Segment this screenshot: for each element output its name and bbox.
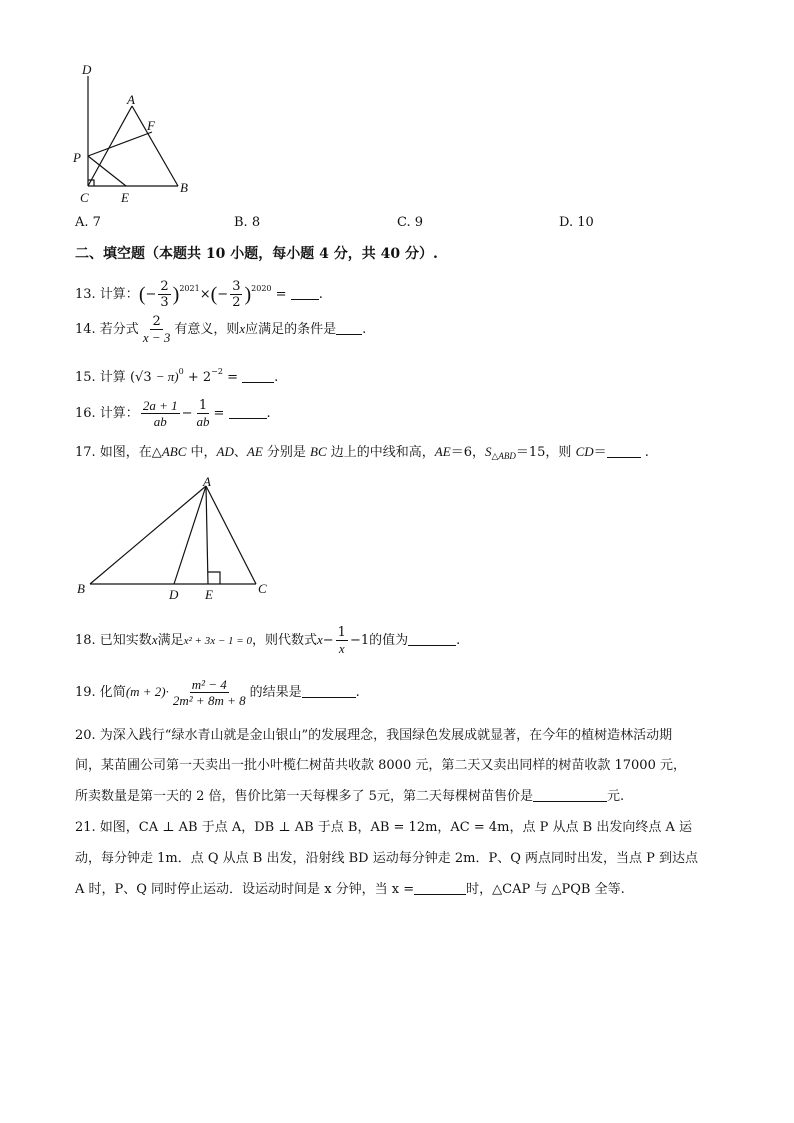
segment-ae	[206, 486, 208, 584]
choice-b: B. 8	[234, 215, 261, 230]
question-17: 17. 如图，在△ABC 中，AD、AE 分别是 BC 边上的中线和高，AE＝6，$S_{\triangle ABD}=15$，则 CD＝ .	[75, 444, 649, 461]
label-e: E	[205, 587, 213, 602]
label-d: D	[169, 587, 179, 602]
choice-d: D. 10	[559, 215, 594, 230]
answer-blank-16[interactable]	[229, 406, 267, 419]
segment-pf	[88, 132, 152, 156]
question-20-line-3: 所卖数量是第一天的 2 倍，售价比第一天每棵多了 5元，第二天每棵树苗售价是 元.	[75, 789, 625, 804]
question-21-line-1: 21. 如图，CA ⊥ AB 于点 A，DB ⊥ AB 于点 B，AB = 12m，AC = 4m，点 P 从点 B 出发向终点 A 运	[75, 820, 692, 835]
segment-ad	[174, 486, 206, 584]
segment-ab	[90, 486, 206, 584]
choice-a: A. 7	[75, 215, 101, 230]
label-p: P	[73, 150, 81, 165]
segment-ac	[206, 486, 256, 584]
choice-c: C. 9	[397, 215, 424, 230]
answer-blank-17[interactable]	[607, 445, 641, 458]
answer-blank-20[interactable]	[533, 789, 607, 802]
question-13: 13. 计算：(− $\frac{2}{3}$ )$^{2021}$×(− $\frac{3}{2}$ )$^{2020}$ = .	[75, 279, 323, 310]
label-c: C	[80, 190, 89, 205]
label-b: B	[180, 180, 188, 195]
label-b: B	[77, 581, 85, 596]
label-c: C	[258, 581, 267, 596]
figure-triangle-abc-median-height	[80, 478, 270, 590]
label-a: A	[203, 474, 211, 489]
label-d: D	[82, 62, 92, 77]
figure-triangle-abc-with-p	[70, 60, 210, 210]
label-f: F	[147, 118, 155, 133]
section-title: 二、填空题（本题共 10 小题，每小题 4 分，共 40 分）.	[75, 246, 438, 262]
answer-blank-18[interactable]	[408, 633, 456, 646]
answer-blank-19[interactable]	[302, 685, 356, 698]
question-18: 18. 已知实数x满足x² + 3x − 1 = 0，则代数式x− $\frac{1}{x}$ −1的值为 .	[75, 625, 461, 656]
question-20-line-2: 间，某苗圃公司第一天卖出一批小叶榄仁树苗共收款 8000 元，第二天又卖出同样的树苗收款 17000 元，	[75, 758, 686, 773]
answer-blank-13[interactable]	[291, 287, 319, 300]
question-20-line-1: 20. 为深入践行“绿水青山就是金山银山”的发展理念，我国绿色发展成就显著，在今年的植树造林活动期	[75, 728, 673, 743]
segment-ab	[132, 106, 178, 186]
answer-blank-15[interactable]	[242, 370, 274, 383]
label-a: A	[127, 92, 135, 107]
question-21-line-3: A 时，P、Q 同时停止运动．设运动时间是 x 分钟，当 x = 时，△CAP 与 △PQB 全等.	[75, 882, 625, 897]
question-19: 19. 化简(m + 2)· $\frac{\text{m² − 4}}{\text{2m² + 8m + 8}}$ 的结果是 .	[75, 677, 360, 708]
question-21-line-2: 动，每分钟走 1m．点 Q 从点 B 出发，沿射线 BD 运动每分钟走 2m．P、Q 两点同时出发，当点 P 到达点	[75, 851, 698, 866]
label-e: E	[121, 190, 129, 205]
right-angle-mark-e	[208, 572, 220, 584]
question-14: 14. 若分式 $\frac{2}{x - 3}$ 有意义，则x应满足的条件是 .	[75, 314, 367, 345]
question-15: 15. 计算 $(√3 - \pi)^0 + 2^{-2}$ = .	[75, 367, 279, 385]
answer-blank-14[interactable]	[336, 322, 362, 335]
question-16: 16. 计算： $\frac{2a + 1}{ab}$ − $\frac{1}{ab}$ = .	[75, 398, 271, 429]
answer-blank-21[interactable]	[414, 882, 466, 895]
